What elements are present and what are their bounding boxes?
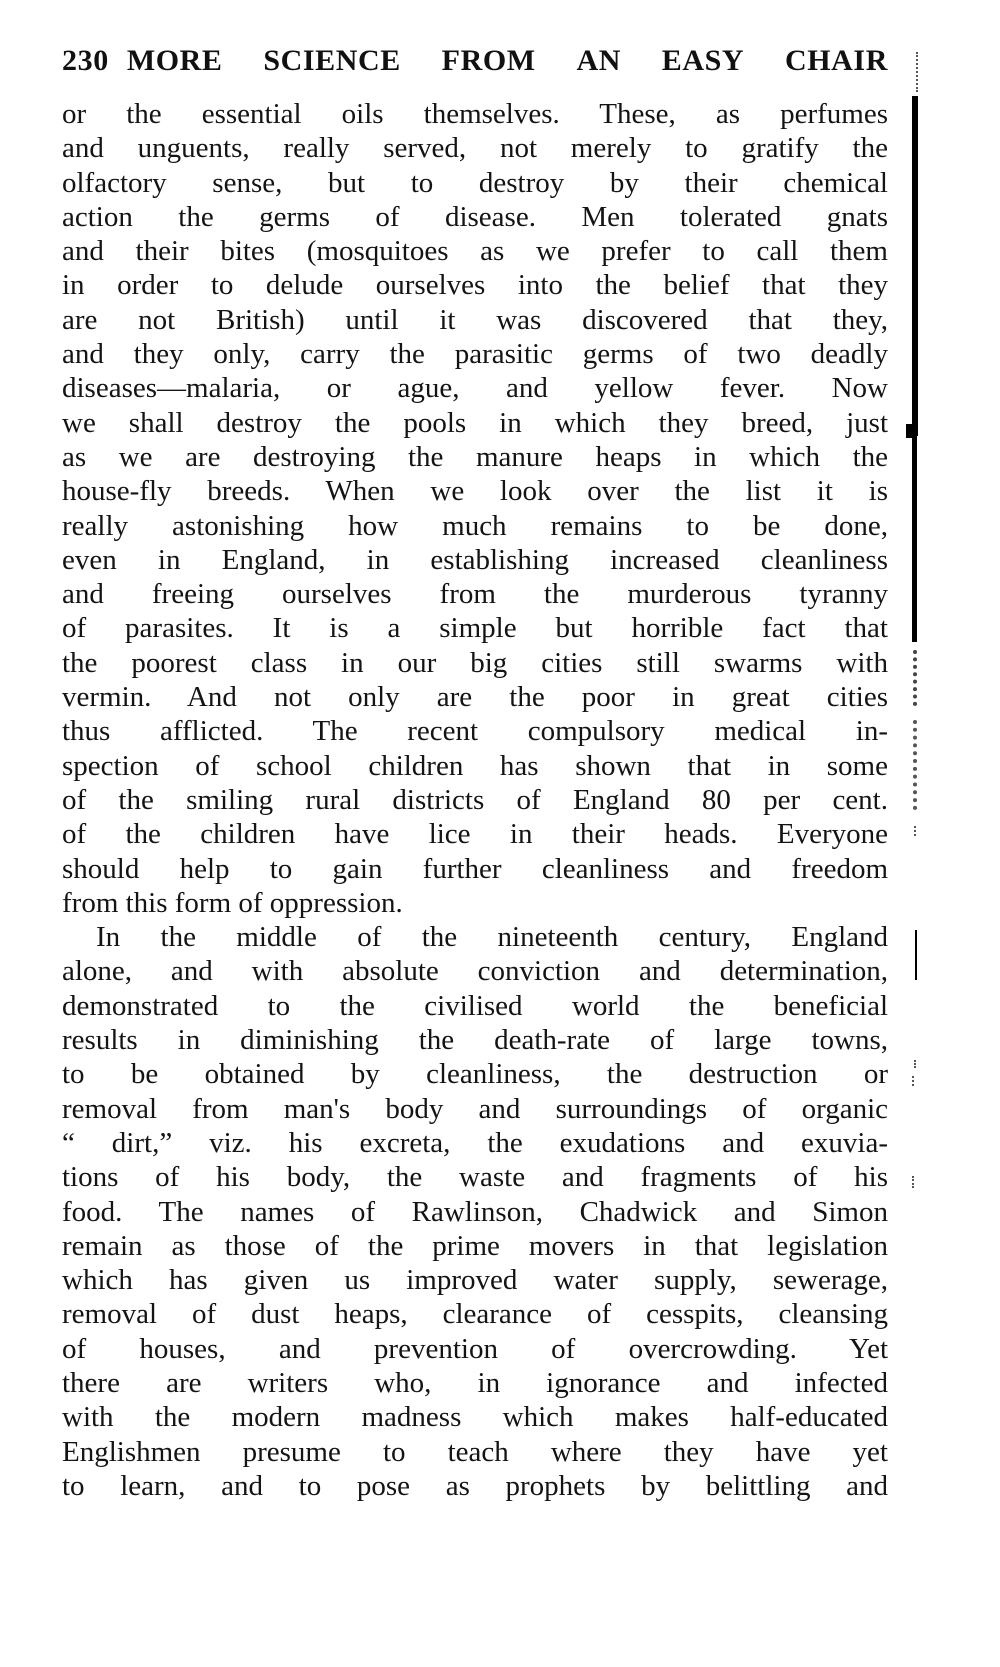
text-line: alone, and with absolute conviction and determination, — [62, 955, 888, 988]
page-number: 230 — [62, 44, 109, 77]
scan-edge-bar — [912, 436, 917, 642]
text-line: In the middle of the nineteenth century, England — [96, 921, 888, 954]
text-line: with the modern madness which makes half-educated — [62, 1401, 888, 1434]
text-line: the poorest class in our big cities still swarms with — [62, 646, 888, 679]
text-line: olfactory sense, but to destroy by their chemical — [62, 166, 888, 199]
text-line: really astonishing how much remains to be done, — [62, 509, 888, 542]
paragraph-2 — [62, 920, 888, 1503]
scan-edge-dots — [914, 826, 916, 836]
running-title — [127, 44, 888, 78]
text-line: remain as those of the prime movers in that legislation — [62, 1229, 888, 1262]
text-line: or the essential oils themselves. These, as perfumes — [62, 98, 888, 130]
text-line: there are writers who, in ignorance and infected — [62, 1366, 888, 1399]
text-line: we shall destroy the pools in which they breed, just — [62, 406, 888, 439]
running-title-word: FROM — [441, 44, 536, 77]
text-line: to learn, and to pose as prophets by belittling and — [62, 1469, 888, 1502]
text-line: spection of school children has shown that in some — [62, 749, 888, 782]
text-line: and they only, carry the parasitic germs of two deadly — [62, 338, 888, 371]
scan-edge-dots — [913, 720, 917, 810]
text-line: and freeing ourselves from the murderous tyranny — [62, 578, 888, 611]
text-line: tions of his body, the waste and fragments of his — [62, 1161, 888, 1194]
running-head — [62, 44, 888, 78]
text-line: from this form of oppression. — [62, 886, 403, 919]
text-line: results in diminishing the death-rate of large towns, — [62, 1024, 888, 1057]
text-line: of parasites. It is a simple but horrible fact that — [62, 612, 888, 645]
scan-edge-dots — [916, 52, 918, 92]
text-line: of the children have lice in their heads. Everyone — [62, 818, 888, 851]
scan-edge-dots — [912, 1076, 914, 1086]
running-title-word: CHAIR — [784, 44, 888, 77]
text-line: diseases—malaria, or ague, and yellow fever. Now — [62, 372, 888, 405]
scan-edge-dots — [913, 650, 917, 706]
scan-edge-bar — [915, 930, 917, 980]
text-line: should help to gain further cleanliness and freedom — [62, 852, 888, 885]
text-line: even in England, in establishing increased cleanliness — [62, 543, 888, 576]
text-line: and unguents, really served, not merely to gratify the — [62, 132, 888, 165]
text-line: and their bites (mosquitoes as we prefer to call them — [62, 235, 888, 268]
body-text — [62, 97, 888, 1503]
text-line: thus afflicted. The recent compulsory medical in- — [62, 715, 888, 748]
text-line: of houses, and prevention of overcrowding. Yet — [62, 1332, 888, 1365]
text-line: food. The names of Rawlinson, Chadwick and Simon — [62, 1195, 888, 1228]
running-title-word: AN — [576, 44, 621, 77]
text-line: removal of dust heaps, clearance of cesspits, cleansing — [62, 1298, 888, 1331]
text-line: as we are destroying the manure heaps in which the — [62, 440, 888, 473]
running-title-word: EASY — [661, 44, 745, 77]
scan-edge-dots — [912, 1176, 914, 1188]
scan-edge-dots — [914, 1060, 916, 1068]
running-title-word: SCIENCE — [263, 44, 401, 77]
text-line: “ dirt,” viz. his excreta, the exudations and exuvia- — [62, 1126, 888, 1159]
text-line: to be obtained by cleanliness, the destruction or — [62, 1058, 888, 1091]
text-line: action the germs of disease. Men tolerated gnats — [62, 200, 888, 233]
text-line: removal from man's body and surroundings of organic — [62, 1092, 888, 1125]
text-line: of the smiling rural districts of England 80 per cent. — [62, 783, 888, 816]
text-line: house-fly breeds. When we look over the list it is — [62, 475, 888, 508]
text-line: which has given us improved water supply, sewerage, — [62, 1264, 888, 1297]
text-line: Englishmen presume to teach where they have yet — [62, 1435, 888, 1468]
text-line: vermin. And not only are the poor in great cities — [62, 681, 888, 714]
text-line: in order to delude ourselves into the belief that they — [62, 269, 888, 302]
running-title-word: MORE — [126, 44, 223, 77]
paragraph-1 — [62, 97, 888, 920]
text-line: demonstrated to the civilised world the beneficial — [62, 989, 888, 1022]
scan-edge-bar — [912, 96, 918, 436]
text-line: are not British) until it was discovered that they, — [62, 303, 888, 336]
